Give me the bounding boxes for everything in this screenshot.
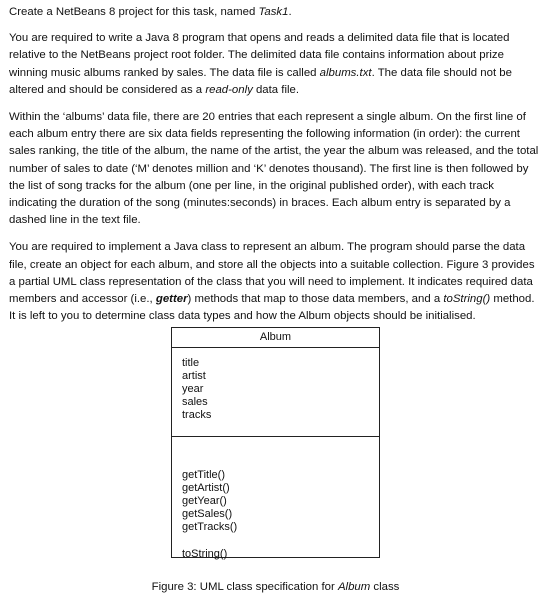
- figure-caption: [0, 581, 546, 593]
- implementation-text-2: ) methods that map to those data members, and a: [187, 293, 444, 306]
- getter-term: getter: [155, 293, 188, 306]
- project-name: Task1: [258, 6, 289, 18]
- tostring-term: toString(): [443, 293, 491, 306]
- uml-attribute: sales: [182, 396, 208, 408]
- uml-attribute: year: [182, 383, 204, 395]
- read-only-term: read-only: [205, 83, 253, 96]
- implementation-paragraph: [9, 239, 541, 325]
- uml-class-name: Album: [172, 328, 379, 348]
- caption-prefix: Figure 3: UML class specification for: [151, 581, 338, 593]
- caption-class-name: Album: [337, 581, 371, 593]
- uml-attribute: artist: [182, 370, 206, 382]
- document-body: [9, 4, 541, 335]
- intro-paragraph: [9, 4, 541, 21]
- data-file-name: albums.txt: [319, 66, 372, 79]
- requirements-text-2: . The data file should not be altered and should be considered as a: [9, 66, 512, 96]
- intro-period: .: [288, 6, 292, 18]
- uml-method: getTracks(): [182, 521, 238, 533]
- uml-methods-gap: [182, 534, 379, 548]
- requirements-paragraph: [9, 30, 541, 99]
- uml-method: getArtist(): [182, 482, 230, 494]
- uml-methods-section: [172, 437, 379, 561]
- uml-attribute: title: [182, 357, 200, 369]
- uml-method: getSales(): [182, 508, 233, 520]
- uml-class-diagram: [171, 327, 380, 558]
- implementation-text-3: method. It is left to you to determine class data types and how the Album objects should be initialised.: [9, 293, 535, 323]
- uml-methods-spacer: [182, 447, 379, 469]
- uml-method: getTitle(): [182, 469, 225, 481]
- uml-attribute: tracks: [182, 409, 212, 421]
- implementation-text-1: You are required to implement a Java class to represent an album. The program should parse the data file, create an object for each album, and store all the objects into a suitable collection. Figure 3 provides a partial UML class representation of the class that you will need to implement. It indicates required data members and accessor (i.e.,: [9, 241, 535, 306]
- uml-method: getYear(): [182, 495, 227, 507]
- uml-tostring-method: toString(): [182, 548, 228, 560]
- caption-suffix: class: [370, 581, 400, 593]
- requirements-text-1: You are required to write a Java 8 program that opens and reads a delimited data file that is located relative to the NetBeans project root folder. The delimited data file contains information about prize winning music albums ranked by sales. The data file is called: [9, 32, 510, 79]
- uml-attributes-section: [172, 348, 379, 437]
- intro-text: Create a NetBeans 8 project for this task, named: [9, 6, 259, 18]
- requirements-text-3: data file.: [252, 83, 300, 96]
- data-file-description-paragraph: Within the ‘albums’ data file, there are 20 entries that each represent a single album. On the first line of each album entry there are six data fields representing the following information (in order): the current sales ranking, the title of the album, the name of the artist, the year the album was released, and the total number of sales to date (‘M’ denotes million and ‘K’ denotes thousand). The first line is then followed by the list of song tracks for the album (one per line, in the original published order), with each track indicating the duration of the song (minutes:seconds) in braces. Each album entry is separated by a dashed line in the text file.: [9, 111, 539, 227]
